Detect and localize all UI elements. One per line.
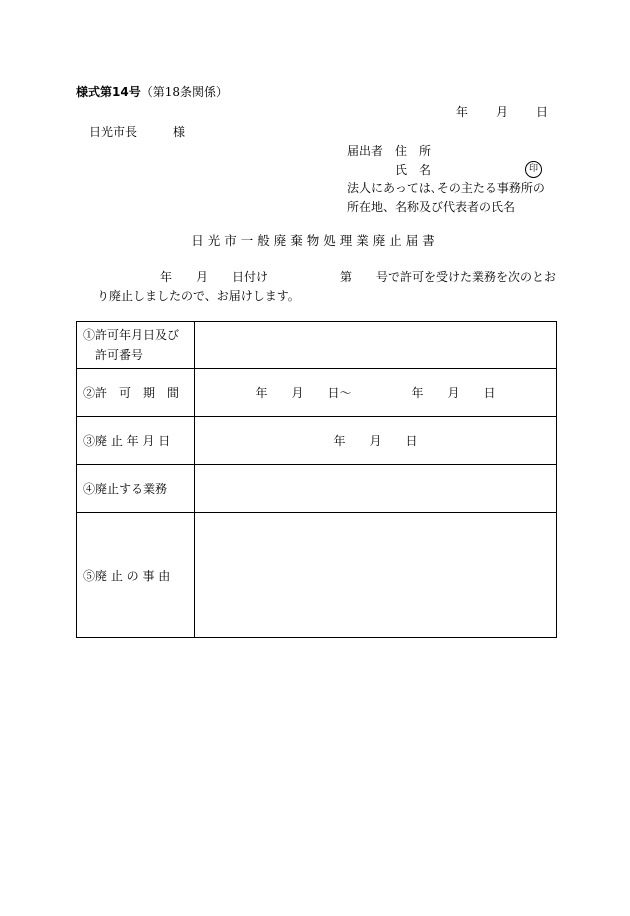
- notification-table: [76, 321, 557, 638]
- seal-mark: 印: [525, 161, 542, 178]
- label-abolition-date: ③廃 止 年 月 日: [77, 417, 195, 465]
- document-title: 日光市一般廃棄物処理業廃止届書: [191, 233, 439, 248]
- value-permit-period[interactable]: 年 月 日～ 年 月 日: [195, 369, 557, 417]
- date-year: 年: [456, 105, 469, 119]
- label-abolition-reason: ⑤廃 止 の 事 由: [77, 513, 195, 638]
- filer-note-line2: 所在地、名称及び代表者の氏名: [347, 199, 516, 214]
- body-line-1: 年 月 日付け 第 号で許可を受けた業務を次のとお: [160, 270, 557, 284]
- form-number-bold: 様式第14号: [76, 85, 141, 99]
- body-line-2: り廃止しましたので、お届けします。: [97, 289, 300, 303]
- row-abolished-business: [77, 465, 557, 513]
- value-permit-date-number[interactable]: [195, 322, 557, 369]
- filer-address-label: 住 所: [395, 144, 432, 158]
- addressee-name: 日光市長: [89, 125, 138, 139]
- date-day: 日: [536, 105, 549, 119]
- submission-date: [456, 103, 548, 120]
- row-permit-date-number: [77, 322, 557, 369]
- value-abolition-reason[interactable]: [195, 513, 557, 638]
- form-number: [76, 83, 228, 100]
- date-month: 月: [496, 105, 509, 119]
- label-permit-date-b: 許可番号: [83, 348, 144, 362]
- addressee: [89, 123, 185, 140]
- label-permit-date-number: [77, 322, 195, 369]
- row-abolition-date: [77, 417, 557, 465]
- form-relation: （第18条関係）: [140, 85, 228, 99]
- value-abolition-date[interactable]: 年 月 日: [195, 417, 557, 465]
- filer-block: [347, 142, 545, 216]
- addressee-honorific: 様: [173, 125, 186, 139]
- label-permit-period: ②許 可 期 間: [77, 369, 195, 417]
- filer-note-line1: 法人にあっては､その主たる事務所の: [347, 181, 545, 195]
- filer-name-label: 氏 名: [395, 162, 432, 177]
- filer-label: 届出者: [347, 144, 384, 158]
- value-abolished-business[interactable]: [195, 465, 557, 513]
- row-permit-period: [77, 369, 557, 417]
- row-abolition-reason: [77, 513, 557, 638]
- label-permit-date-a: ①許可年月日及び: [83, 328, 180, 342]
- label-abolished-business: ④廃止する業務: [77, 465, 195, 513]
